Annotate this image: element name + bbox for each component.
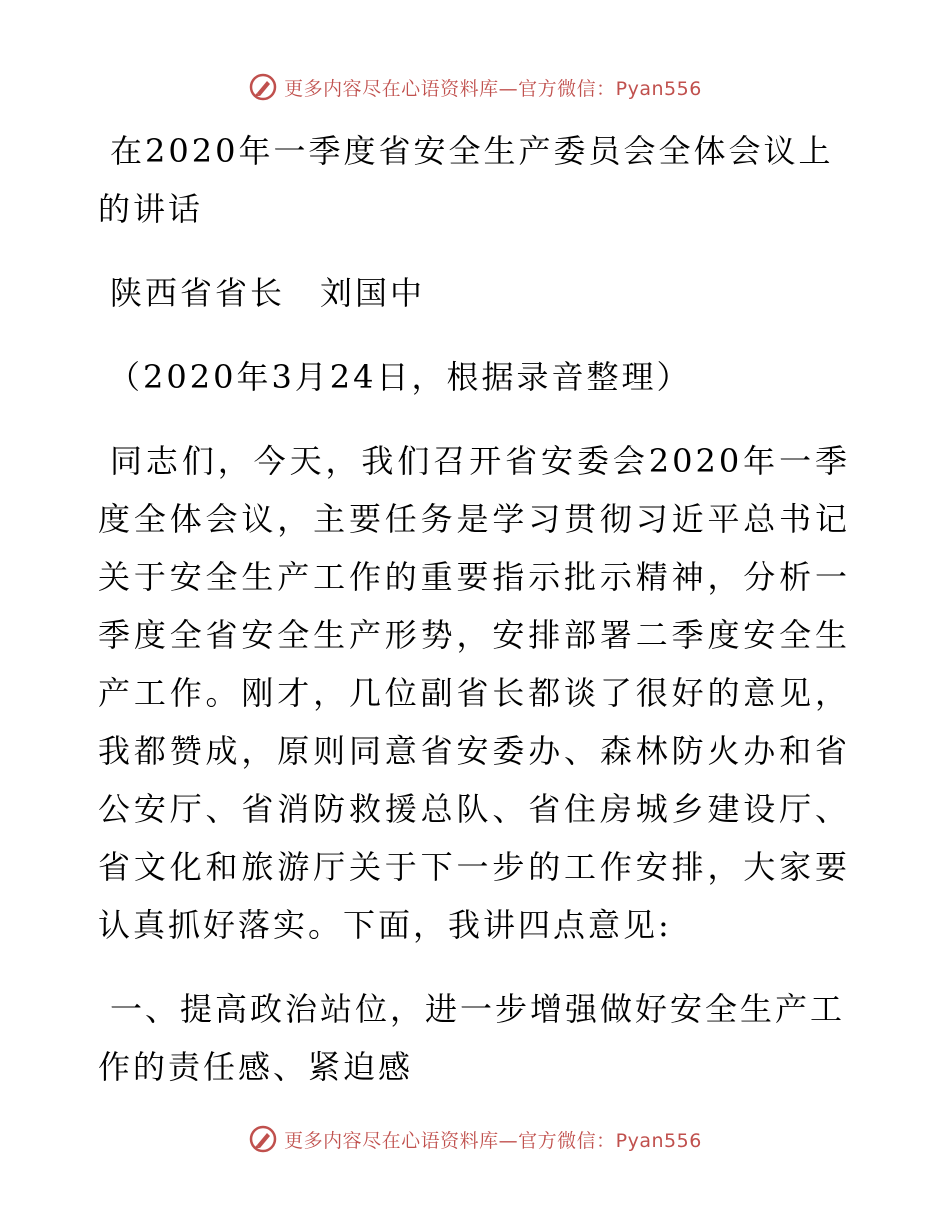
document-body xyxy=(98,122,850,1122)
header-banner xyxy=(0,72,950,102)
banner-text: 更多内容尽在心语资料库—官方微信：Pyan556 xyxy=(284,1129,702,1152)
footer-banner xyxy=(0,1124,950,1154)
document-author: 陕西省省长 刘国中 xyxy=(110,274,426,312)
document-date-note: （2020年3月24日，根据录音整理） xyxy=(108,358,692,396)
paragraph-1: 同志们，今天，我们召开省安委会2020年一季度全体会议，主要任务是学习贯彻习近平总书记关于安全生产工作的重要指示批示精神，分析一季度全省安全生产形势，安排部署二季度安全生产工作。刚才，几位副省长都谈了很好的意见，我都赞成，原则同意省安委办、森林防火办和省公安厅、省消防救援总队、省住房城乡建设厅、省文化和旅游厅关于下一步的工作安排，大家要认真抓好落实。下面，我讲四点意见: xyxy=(98,442,850,944)
section-1-heading: 一、提高政治站位，进一步增强做好安全生产工作的责任感、紧迫感 xyxy=(98,990,846,1086)
pen-circle-icon xyxy=(248,1124,278,1154)
banner-text: 更多内容尽在心语资料库—官方微信：Pyan556 xyxy=(284,77,702,100)
pen-circle-icon xyxy=(248,72,278,102)
document-title: 在2020年一季度省安全生产委员会全体会议上的讲话 xyxy=(98,132,834,228)
